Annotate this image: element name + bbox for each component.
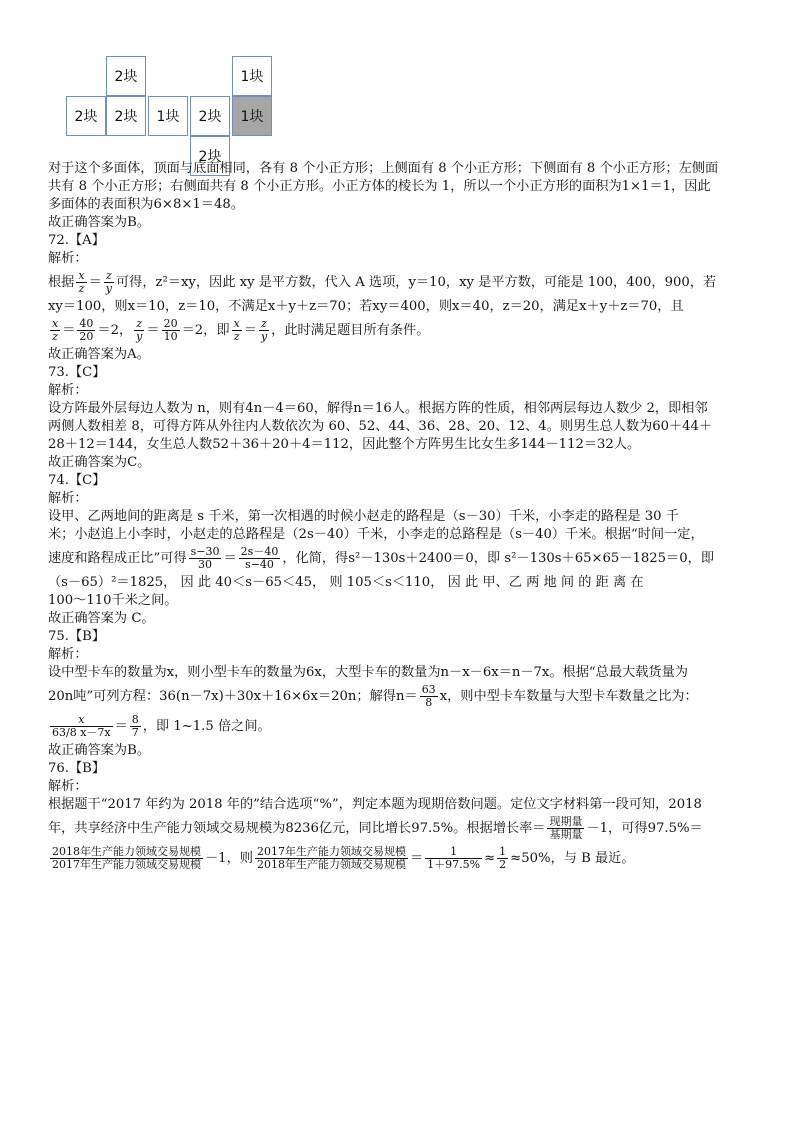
numerator: x <box>78 269 85 282</box>
answer-line: 故正确答案为 C。 <box>48 611 155 626</box>
numerator: 63 <box>421 683 436 696</box>
fraction <box>547 816 584 841</box>
numerator: z <box>259 318 269 331</box>
question-heading: 72.【A】 <box>48 233 105 248</box>
text: ＝ <box>146 323 160 338</box>
denominator: z <box>52 330 58 343</box>
numerator: z <box>104 270 114 283</box>
fraction <box>255 846 408 871</box>
fraction <box>239 546 281 571</box>
numerator: 40 <box>79 317 94 330</box>
text: ≈50%，与 B 最近。 <box>510 851 635 866</box>
numerator: 2s－40 <box>240 545 279 558</box>
text: 20n吨”可列方程：36(n－7x)＋30x＋16×6x＝20n；解得n＝ <box>48 689 418 704</box>
text-line <box>48 316 758 346</box>
denominator: z <box>233 330 240 343</box>
net-cell: 2块 <box>106 96 146 136</box>
text: ＝ <box>114 719 128 734</box>
text-line <box>48 682 758 712</box>
analysis-label: 解析： <box>48 491 88 506</box>
text-line <box>48 712 758 742</box>
numerator: 1 <box>425 846 482 859</box>
fraction <box>134 318 144 343</box>
text: 根据 <box>48 275 75 290</box>
fraction <box>189 546 222 571</box>
text-line: 100～110千米之间。 <box>48 593 178 608</box>
text: 可得，z²＝xy，因此 xy 是平方数，代入 A 选项，y＝10，xy 是平方数，可能是 100，400，900，若 <box>116 275 717 290</box>
solution-text <box>48 160 758 874</box>
text-line: 多面体的表面积为6×8×1＝48。 <box>48 197 244 212</box>
text-line <box>48 268 758 298</box>
numerator: 2017年生产能力领域交易规模 <box>256 845 406 858</box>
text: ＝ <box>223 551 237 566</box>
fraction <box>50 846 203 871</box>
text-line <box>48 844 758 874</box>
fraction <box>50 714 113 739</box>
text-line: 设方阵最外层每边人数为 n，则有4n－4＝60，解得n＝16人。根据方阵的性质，相邻两层每边人数少 2，即相邻 <box>48 401 708 416</box>
numerator: s−30 <box>190 545 220 558</box>
denominator: 30 <box>198 558 213 571</box>
analysis-label: 解析： <box>48 779 88 794</box>
net-cell: 2块 <box>66 96 106 136</box>
net-cell: 2块 <box>190 96 230 136</box>
text: ＝ <box>243 323 257 338</box>
fraction <box>497 846 508 871</box>
denominator: y <box>260 330 268 343</box>
text: ＝ <box>62 323 76 338</box>
fraction <box>259 318 269 343</box>
net-cell: 1块 <box>148 96 188 136</box>
text: －1，可得97.5%＝ <box>586 821 703 836</box>
text: ，化简，得s²－130s＋2400＝0，即 s²－130s＋65×65－1825＝0，即 <box>282 551 715 566</box>
text: ＝2，即 <box>181 323 230 338</box>
fraction <box>420 684 438 709</box>
text: ＝ <box>88 275 102 290</box>
denominator: 基期量 <box>549 828 583 841</box>
question-heading: 74.【C】 <box>48 473 106 488</box>
answer-line: 故正确答案为C。 <box>48 455 151 470</box>
numerator: x <box>233 317 240 330</box>
denominator: 7 <box>131 726 139 739</box>
denominator: z <box>78 282 85 295</box>
numerator: x <box>52 317 59 330</box>
denominator: 1＋97.5% <box>427 858 481 871</box>
denominator: 20 <box>79 330 94 343</box>
text-line: 米；小赵追上小李时，小赵走的总路程是（2s－40）千米，小李走的总路程是（s－40）千米。根据“时间一定， <box>48 527 704 542</box>
text-line: （s－65）²＝1825， 因 此 40＜s－65＜45， 则 105＜s＜110， 因 此 甲、乙 两 地 间 的 距 离 在 <box>48 575 644 590</box>
net-cell: 2块 <box>106 56 146 96</box>
numerator: 1 <box>499 845 507 858</box>
denominator: 63/8 x－7x <box>52 726 111 739</box>
text-line <box>48 814 758 844</box>
text-line: 根据题干“2017 年约为 2018 年的”结合选项“%”，判定本题为现期倍数问题。定位文字材料第一段可知，2018 <box>48 797 702 812</box>
text: ＝2， <box>97 323 133 338</box>
fraction <box>162 318 180 343</box>
analysis-label: 解析： <box>48 251 88 266</box>
text-line: 两侧人数相差 8，可得方阵从外往内人数依次为 60、52、44、36、28、20、12、4。则男生总人数为60＋44＋ <box>48 419 713 434</box>
denominator: 2 <box>499 858 507 871</box>
denominator: 2017年生产能力领域交易规模 <box>52 858 201 871</box>
denominator: 8 <box>425 696 433 709</box>
text-line: 28＋12＝144，女生总人数52＋36＋20＋4＝112，因此整个方阵男生比女生多144－112＝32人。 <box>48 437 641 452</box>
fraction <box>50 318 60 343</box>
fraction <box>77 318 95 343</box>
text: ，即 1~1.5 倍之间。 <box>142 719 271 734</box>
net-cell: 1块 <box>232 56 272 96</box>
text: ≈ <box>484 851 496 866</box>
text: x，则中型卡车数量与大型卡车数量之比为： <box>439 689 698 704</box>
numerator: z <box>134 318 144 331</box>
text: ，此时满足题目所有条件。 <box>271 323 430 338</box>
text: 速度和路程成正比”可得 <box>48 551 187 566</box>
numerator: x <box>50 714 113 727</box>
question-heading: 76.【B】 <box>48 761 106 776</box>
answer-line: 故正确答案为B。 <box>48 215 151 230</box>
answer-line: 故正确答案为A。 <box>48 347 150 362</box>
numerator: 2018年生产能力领域交易规模 <box>52 845 201 858</box>
text-line: 共有 8 个小正方形；右侧面共有 8 个小正方形。小正方体的棱长为 1，所以一个小正方形的面积为1×1＝1，因此 <box>48 179 711 194</box>
analysis-label: 解析： <box>48 383 88 398</box>
analysis-label: 解析： <box>48 647 88 662</box>
numerator: 8 <box>131 713 139 726</box>
text: ＝ <box>409 851 424 866</box>
denominator: y <box>105 282 112 295</box>
question-heading: 73.【C】 <box>48 365 106 380</box>
net-cell-shaded: 1块 <box>232 96 272 136</box>
fraction <box>232 318 242 343</box>
text-line <box>48 544 758 574</box>
denominator: 10 <box>163 330 178 343</box>
text-line: 对于这个多面体，顶面与底面相同，各有 8 个小正方形；上侧面有 8 个小正方形；下侧面有 8 个小正方形；左侧面 <box>48 161 719 176</box>
numerator: 现期量 <box>549 815 583 828</box>
answer-line: 故正确答案为B。 <box>48 743 151 758</box>
denominator: s−40 <box>245 558 274 571</box>
denominator: 2018年生产能力领域交易规模 <box>256 858 406 871</box>
denominator: y <box>136 330 143 343</box>
text-line: xy＝100，则x＝10，z＝10，不满足x＋y＋z＝70；若xy＝400，则x＝40，z＝20，满足x＋y＋z＝70，且 <box>48 299 684 314</box>
text: 年，共享经济中生产能力领域交易规模为8236亿元，同比增长97.5%。根据增长率＝ <box>48 821 546 836</box>
net-cell: 2块 <box>190 136 230 176</box>
numerator: 20 <box>163 317 178 330</box>
fraction <box>425 846 482 871</box>
text: －1，则 <box>205 851 253 866</box>
fraction <box>76 270 86 295</box>
question-heading: 75.【B】 <box>48 629 106 644</box>
fraction <box>130 714 141 739</box>
text-line: 设中型卡车的数量为x，则小型卡车的数量为6x，大型卡车的数量为n－x－6x＝n－7x。根据“总最大载货量为 <box>48 665 688 680</box>
text-line: 设甲、乙两地间的距离是 s 千米，第一次相遇的时候小赵走的路程是（s－30）千米，小李走的路程是 30 千 <box>48 509 679 524</box>
fraction <box>104 270 114 295</box>
